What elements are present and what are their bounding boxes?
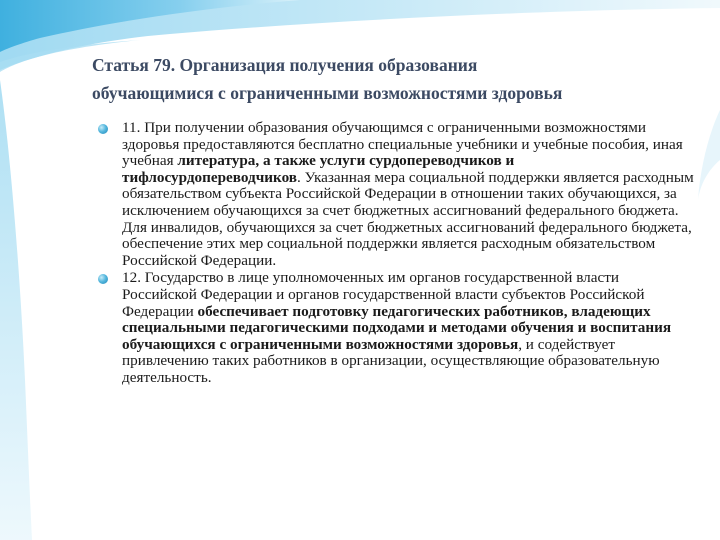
title-line-2: обучающимися с ограниченными возможностями здоровья — [92, 83, 563, 103]
bullet-icon — [98, 124, 108, 134]
list-item-text — [122, 269, 671, 386]
list-item-text — [122, 119, 694, 269]
text-run-bold: обеспечивает подготовку педагогических работников, владеющих специальными педагогическими подходами и методами обучения и воспитания обучающихся с ограниченными возможностями здоровья — [122, 302, 672, 353]
slide-title — [92, 51, 702, 107]
text-run: 11. При получении образования обучающимся с ограниченными возможностями здоровья предоставляются бесплатно специальные учебники и учебные пособия, иная учебная — [122, 119, 683, 170]
list-item-article-12 — [98, 270, 694, 386]
body-bullet-list — [98, 120, 694, 387]
text-run: , и содействует привлечению таких работников в организации, осуществляющие образовательную деятельность. — [122, 335, 660, 386]
text-run: 12. Государство в лице уполномоченных им органов государственной власти Российской Федерации и органов государственной власти субъектов Российской Федерации — [122, 269, 645, 320]
text-run-bold: литература, а также услуги сурдопереводчиков и тифлосурдопереводчиков — [122, 152, 515, 186]
list-item-article-11 — [98, 120, 694, 269]
bullet-icon — [98, 274, 108, 284]
title-line-1: Статья 79. Организация получения образования — [92, 55, 478, 75]
text-run: . Указанная мера социальной поддержки является расходным обязательством субъекта Российской Федерации в отношении таких обучающихся, за исключением обучающихся за счет бюджетных ассигнований федерального бюджета. Для инвалидов, обучающихся за счет бюджетных ассигнований федерального бюджета, обеспечение этих мер социальной поддержки является расходным обязательством Российской Федерации. — [122, 168, 694, 269]
